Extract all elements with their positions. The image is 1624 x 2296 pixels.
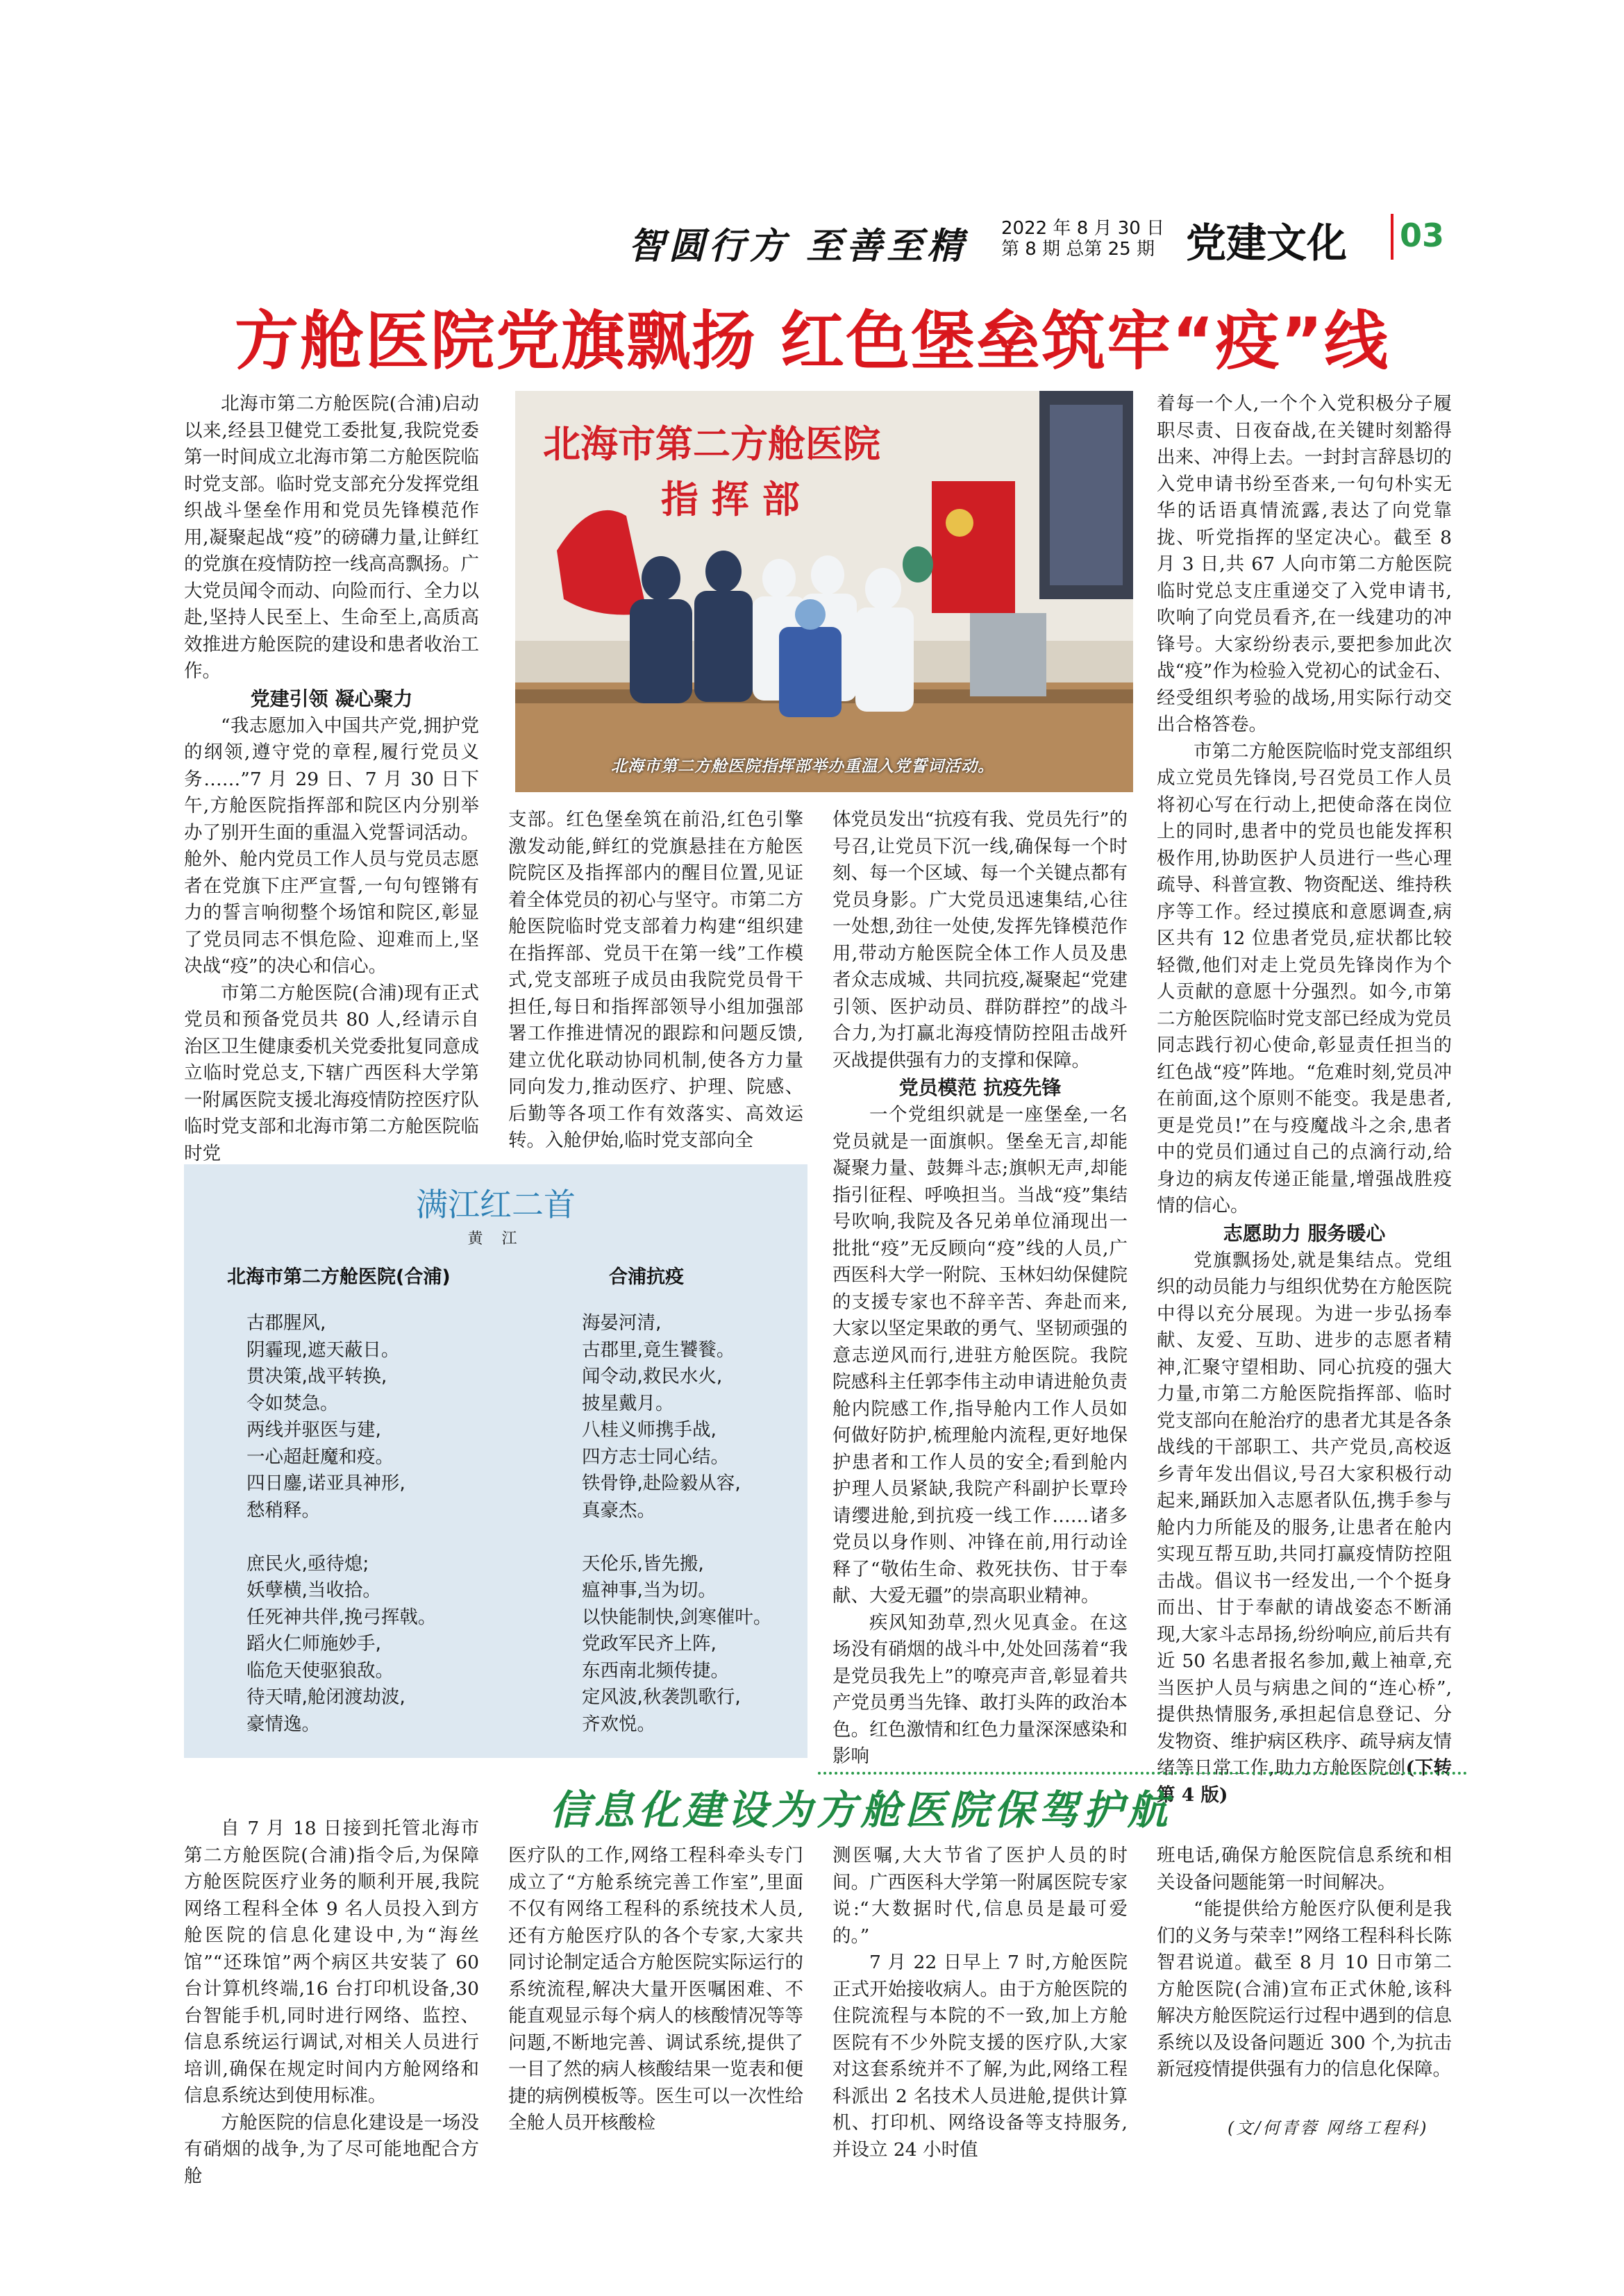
continued-note: (下转第 4 版) bbox=[1157, 1757, 1452, 1806]
poem-line: 庶民火,亟待熄; bbox=[246, 1552, 369, 1575]
issue-date: 2022 年 8 月 30 日 bbox=[1001, 218, 1165, 239]
article2-paragraph: 方舱医院的信息化建设是一场没有硝烟的战争,为了尽可能地配合方舱 bbox=[184, 2111, 479, 2187]
author-byline: (文/何青蓉 网络工程科) bbox=[1228, 2118, 1429, 2138]
article1-column-3 bbox=[832, 807, 1128, 1770]
article1-paragraph: 市第二方舱医院临时党支部组织成立党员先锋岗,号召党员工作人员将初心写在行动上,把使命落在岗位上的同时,患者中的党员也能发挥积极作用,协助医护人员进行一些心理疏导、科普宣教、物资配送、维持秩序等工作。经过摸底和意愿调查,病区共有 12 位患者党员,症状都比较轻微,他们对走上党员先锋岗作为个人贡献的意愿十分强烈。如今,市第二方舱医院临时党支部已经成为党员同志践行初心使命,彰显责任担当的红色战“疫”阵地。“危难时刻,党员冲在前面,这个原则不能变。我是患者,更是党员!”在与疫魔战斗之余,患者中的党员们通过自己的点滴行动,给身边的病友传递正能量,增强战胜疫情的信心。 bbox=[1157, 740, 1452, 1216]
article2-headline: 信息化建设为方舱医院保驾护航 bbox=[549, 1786, 1172, 1834]
poem-line: 披星戴月。 bbox=[582, 1392, 674, 1414]
poem-line: 任死神共伴,挽弓挥戟。 bbox=[246, 1606, 437, 1628]
poem-line: 齐欢悦。 bbox=[582, 1713, 655, 1735]
section-title: 党建文化 bbox=[1186, 219, 1348, 267]
article1-column-1 bbox=[184, 391, 479, 1167]
poem-line: 定风波,秋袭凯歌行, bbox=[582, 1686, 741, 1708]
article1-paragraph: 疾风知劲草,烈火见真金。在这场没有硝烟的战斗中,处处回荡着“我是党员我先上”的嘹亮声音,彰显着共产党员勇当先锋、敢打头阵的政治本色。红色激情和红色力量深深感染和影响 bbox=[832, 1611, 1128, 1767]
article2-paragraph: 测医嘱,大大节省了医护人员的时间。广西医科大学第一附属医院专家说:“大数据时代,信息员是最可爱的。” bbox=[832, 1845, 1128, 1947]
poem-line: 瘟神事,当为切。 bbox=[582, 1579, 717, 1601]
photo-sign-line-1: 北海市第二方舱医院 bbox=[543, 422, 880, 466]
poem-line: 以快能制快,剑寒催叶。 bbox=[582, 1606, 772, 1628]
article2-column-4 bbox=[1157, 1843, 1452, 2084]
poem-line: 古郡腥风, bbox=[246, 1312, 326, 1334]
poem-right-lines bbox=[582, 1310, 771, 1738]
poem-line: 蹈火仁师施妙手, bbox=[246, 1633, 381, 1654]
article1-paragraph-text: 党旗飘扬处,就是集结点。党组织的动员能力与组织优势在方舱医院中得以充分展现。为进一步弘扬奉献、友爱、互助、进步的志愿者精神,汇聚守望相助、同心抗疫的强大力量,市第二方舱医院指挥部、临时党支部向在舱治疗的患者尤其是各条战线的干部职工、共产党员,高校返乡青年发出倡议,号召大家积极行动起来,踊跃加入志愿者队伍,携手参与舱内力所能及的服务,让患者在舱内实现互帮互助,共同打赢疫情防控阻击战。倡议书一经发出,一个个挺身而出、甘于奉献的请战姿态不断涌现,大家斗志昂扬,纷纷响应,前后共有近 50 名患者报名参加,戴上袖章,充当医护人员与病患之间的“连心桥”,提供热情服务,承担起信息登记、分发物资、维护病区秩序、疏导病友情绪等日常工作,助力方舱医院创 bbox=[1157, 1249, 1452, 1779]
poem-box bbox=[184, 1164, 807, 1758]
article2-paragraph: 自 7 月 18 日接到托管北海市第二方舱医院(合浦)指令后,为保障方舱医院医疗业务的顺利开展,我院网络工程科全体 9 名人员投入到方舱医院的信息化建设中,为“海丝馆”“还珠馆”两个病区共安装了 60 台计算机终端,16 台打印机设备,30 台智能手机,同时进行网络、监控、信息系统运行调试,对相关人员进行培训,确保在规定时间内方舱网络和信息系统达到使用标准。 bbox=[184, 1818, 479, 2106]
article2-column-1 bbox=[184, 1816, 479, 2190]
poem-line: 一心超赶魔和疫。 bbox=[246, 1446, 394, 1468]
section-divider bbox=[818, 1772, 1467, 1775]
article1-paragraph: 北海市第二方舱医院(合浦)启动以来,经县卫健党工委批复,我院党委第一时间成立北海市第二方舱医院临时党支部。临时党支部充分发挥党组织战斗堡垒作用和党员先锋模范作用,凝聚起战“疫”的磅礴力量,让鲜红的党旗在疫情防控一线高高飘扬。广大党员闻令而动、向险而行、全力以赴,坚持人民至上、生命至上,高质高效推进方舱医院的建设和患者收治工作。 bbox=[184, 393, 479, 682]
poem-line: 真豪杰。 bbox=[582, 1499, 655, 1521]
article2-paragraph: 班电话,确保方舱医院信息系统和相关设备问题能第一时间解决。 bbox=[1157, 1845, 1452, 1893]
article2-column-2 bbox=[508, 1843, 803, 2137]
page-number: 03 bbox=[1400, 217, 1445, 254]
photo-sign-line-2: 指 挥 部 bbox=[661, 478, 800, 521]
poem-line: 豪情逸。 bbox=[246, 1713, 320, 1735]
poem-line: 铁骨铮,赴险毅从容, bbox=[582, 1473, 741, 1494]
article1-paragraph: 着每一个人,一个个入党积极分子履职尽责、日夜奋战,在关键时刻豁得出来、冲得上去。一封封言辞恳切的入党申请书纷至沓来,一句句朴实无华的话语真情流露,表达了向党靠拢、听党指挥的坚定决心。截至 8 月 3 日,共 67 人向市第二方舱医院临时党总支庄重递交了入党申请书,吹响了向党员看齐,在一线建功的冲锋号。大家纷纷表示,要把参加此次战“疫”作为检验入党初心的试金石、经受组织考验的战场,用实际行动交出合格答卷。 bbox=[1157, 393, 1452, 735]
poem-line: 党政军民齐上阵, bbox=[582, 1633, 717, 1654]
masthead-date-issue bbox=[1001, 218, 1164, 260]
article1-paragraph: 体党员发出“抗疫有我、党员先行”的号召,让党员下沉一线,确保每一个时刻、每一个区域、每一个关键点都有党员身影。广大党员迅速集结,心往一处想,劲往一处使,发挥先锋模范作用,带动方舱医院全体工作人员及患者众志成城、共同抗疫,凝聚起“党建引领、医护动员、群防群控”的战斗合力,为打赢北海疫情防控阻击战歼灭战提供强有力的支撑和保障。 bbox=[832, 809, 1128, 1071]
article-headline: 方舱医院党旗飘扬 红色堡垒筑牢“疫”线 bbox=[235, 304, 1389, 378]
article1-column-2 bbox=[508, 807, 803, 1155]
poem-line bbox=[582, 1524, 771, 1551]
photo-caption: 北海市第二方舱医院指挥部举办重温入党誓词活动。 bbox=[611, 757, 994, 776]
article2-column-3 bbox=[832, 1843, 1128, 2163]
article2-paragraph: 医疗队的工作,网络工程科牵头专门成立了“方舱系统完善工作室”,里面不仅有网络工程科的系统技术人员,还有方舱医疗队的各个专家,大家共同讨论制定适合方舱医院实际运行的系统流程,解决大量开医嘱困难、不能直观显示每个病人的核酸情况等等问题,不断地完善、调试系统,提供了一目了然的病人核酸结果一览表和便捷的病例模板等。医生可以一次性给全舱人员开核酸检 bbox=[508, 1845, 803, 2134]
poem-author: 黄 江 bbox=[467, 1230, 524, 1248]
article1-paragraph: 市第二方舱医院(合浦)现有正式党员和预备党员共 80 人,经请示自治区卫生健康委机关党委批复同意成立临时党总支,下辖广西医科大学第一附属医院支援北海疫情防控医疗队临时党支部和北海市第二方舱医院临时党 bbox=[184, 982, 479, 1164]
poem-left-lines bbox=[246, 1310, 436, 1738]
article2-paragraph: “能提供给方舱医疗队便利是我们的义务与荣幸!”网络工程科科长陈智君说道。截至 8 月 10 日市第二方舱医院(合浦)宣布正式休舱,该科解决方舱医院运行过程中遇到的信息系统以及设备问题近 300 个,为抗击新冠疫情提供强有力的信息化保障。 bbox=[1157, 1898, 1452, 2080]
poem-line: 海晏河清, bbox=[582, 1312, 662, 1334]
article1-column-4 bbox=[1157, 391, 1452, 1809]
article1-paragraph: “我志愿加入中国共产党,拥护党的纲领,遵守党的章程,履行党员义务……”7 月 29 日、7 月 30 日下午,方舱医院指挥部和院区内分别举办了别开生面的重温入党誓词活动。舱外、舱内党员工作人员与党员志愿者在党旗下庄严宣誓,一句句铿锵有力的誓言响彻整个场馆和院区,彰显了党员同志不惧危险、迎难而上,坚决战“疫”的决心和信心。 bbox=[184, 714, 479, 977]
issue-number: 第 8 期 总第 25 期 bbox=[1001, 239, 1155, 260]
poem-line bbox=[246, 1524, 436, 1551]
poem-line: 临危天使驱狼敌。 bbox=[246, 1659, 394, 1682]
subheading-party-model: 党员模范 抗疫先锋 bbox=[898, 1076, 1062, 1099]
poem-line: 阴霾现,遮天蔽日。 bbox=[246, 1339, 400, 1361]
poem-line: 妖孽横,当收拾。 bbox=[246, 1579, 381, 1601]
poem-line: 东西南北频传捷。 bbox=[582, 1659, 729, 1682]
article1-paragraph: 支部。红色堡垒筑在前沿,红色引擎激发动能,鲜红的党旗悬挂在方舱医院院区及指挥部内的醒目位置,见证着全体党员的初心与坚守。市第二方舱医院临时党支部着力构建“组织建在指挥部、党员干在第一线”工作模式,党支部班子成员由我院党员骨干担任,每日和指挥部领导小组加强部署工作推进情况的跟踪和问题反馈,建立优化联动协同机制,使各方力量同向发力,推动医疗、护理、院感、后勤等各项工作有效落实、高效运转。入舱伊始,临时党支部向全 bbox=[508, 809, 803, 1151]
poem-line: 愁稍释。 bbox=[246, 1499, 320, 1521]
masthead-motto: 智圆行方 至善至精 bbox=[628, 225, 968, 267]
poem-line: 待天晴,舱闭渡劫波, bbox=[246, 1686, 405, 1708]
poem-line: 两线并驱医与建, bbox=[246, 1419, 381, 1441]
news-photo bbox=[515, 391, 1133, 792]
article1-paragraph bbox=[1157, 1248, 1452, 1809]
poem-left-title: 北海市第二方舱医院(合浦) bbox=[227, 1266, 451, 1288]
poem-right-title: 合浦抗疫 bbox=[609, 1266, 684, 1288]
poem-title: 满江红二首 bbox=[416, 1186, 576, 1223]
subheading-volunteer: 志愿助力 服务暖心 bbox=[1223, 1221, 1386, 1245]
article1-paragraph: 一个党组织就是一座堡垒,一名党员就是一面旗帜。堡垒无言,却能凝聚力量、鼓舞斗志;旗帜无声,却能指引征程、呼唤担当。当战“疫”集结号吹响,我院及各兄弟单位涌现出一批批“疫”无反顾向“疫”线的人员,广西医科大学一附院、玉林妇幼保健院的支援专家也不辞辛苦、奔赴而来,大家以坚定果敢的勇气、坚韧顽强的意志逆风而行,进驻方舱医院。我院院感科主任郭李伟主动申请进舱负责舱内院感工作,指导舱内工作人员如何做好防护,梳理舱内流程,更好地保护患者和工作人员的安全;看到舱内护理人员紧缺,我院产科副护长覃玲请缨进舱,到抗疫一线工作……诸多党员以身作则、冲锋在前,用行动诠释了“敬佑生命、救死扶伤、甘于奉献、大爱无疆”的崇高职业精神。 bbox=[832, 1104, 1128, 1607]
poem-line: 四日鏖,诺亚具神形, bbox=[246, 1473, 405, 1494]
subheading-party-leadership: 党建引领 凝心聚力 bbox=[250, 687, 413, 710]
poem-line: 八桂义师携手战, bbox=[582, 1419, 717, 1441]
article2-paragraph: 7 月 22 日早上 7 时,方舱医院正式开始接收病人。由于方舱医院的住院流程与本院的不一致,加上方舱医院有不少外院支援的医疗队,大家对这套系统并不了解,为此,网络工程科派出 2 名技术人员进舱,提供计算机、打印机、网络设备等支持服务,并设立 24 小时值 bbox=[832, 1952, 1128, 2161]
poem-line: 天伦乐,皆先搬, bbox=[582, 1552, 704, 1575]
poem-line: 贯决策,战平转换, bbox=[246, 1366, 387, 1387]
poem-line: 古郡里,竟生饕餮。 bbox=[582, 1339, 735, 1361]
masthead-separator bbox=[1391, 214, 1393, 260]
poem-line: 四方志士同心结。 bbox=[582, 1446, 729, 1468]
poem-line: 令如焚急。 bbox=[246, 1392, 339, 1414]
poem-line: 闻令动,救民水火, bbox=[582, 1366, 723, 1387]
